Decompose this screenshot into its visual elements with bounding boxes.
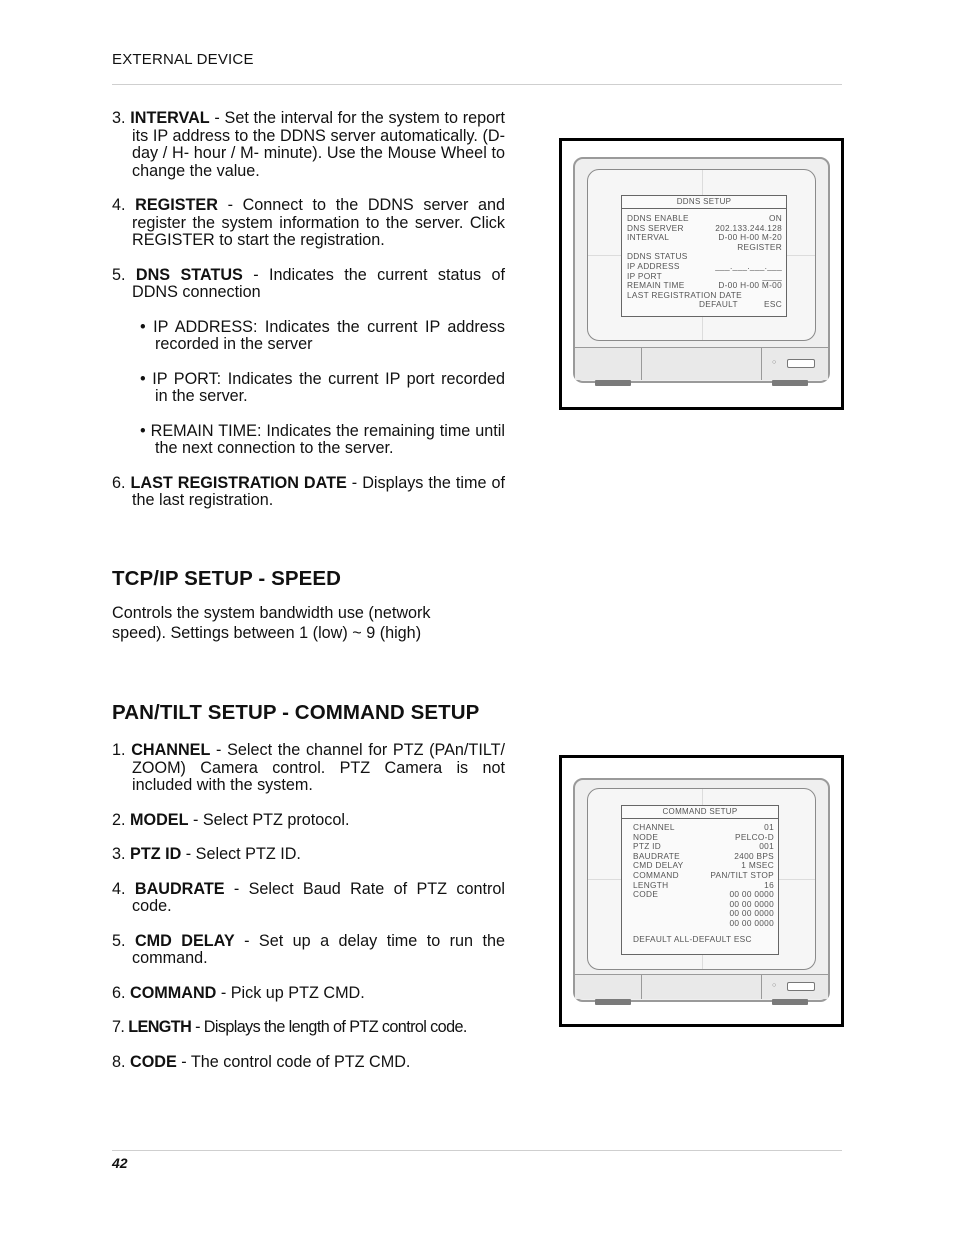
status-bullet-ip-port: • IP PORT: Indicates the current IP port recorded in the server. xyxy=(140,369,505,405)
monitor-foot-right xyxy=(772,999,808,1005)
monitor-frame xyxy=(573,157,830,383)
monitor-frame xyxy=(573,778,830,1002)
ddns-list xyxy=(112,110,505,510)
footer-rule xyxy=(112,1150,842,1151)
osd-row: 00 00 0000 xyxy=(729,908,774,919)
monitor-base xyxy=(575,347,828,380)
list-item: 6. LAST REGISTRATION DATE - Displays the time of the last registration. xyxy=(112,473,505,509)
osd-row: DDNS STATUS xyxy=(627,251,688,262)
osd-footer: DEFAULT ALL-DEFAULT ESC xyxy=(633,933,752,944)
osd-row: INTERVAL D-00 H-00 M-20 xyxy=(627,232,782,243)
power-led-icon: ○ xyxy=(772,982,777,989)
osd-row: DDNS ENABLE ON xyxy=(627,213,782,223)
power-button-icon xyxy=(787,982,815,991)
list-item: 4. BAUDRATE - Select Baud Rate of PTZ control code. xyxy=(112,879,505,915)
monitor-base xyxy=(575,974,828,999)
osd-title: DDNS SETUP xyxy=(622,196,786,209)
list-item: 8. CODE - The control code of PTZ CMD. xyxy=(112,1052,411,1071)
osd-row: BAUDRATE 2400 BPS xyxy=(633,850,774,861)
status-bullet-remain-time: • REMAIN TIME: Indicates the remaining time until the next connection to the server. xyxy=(140,421,505,457)
page-number: 42 xyxy=(112,1155,128,1171)
osd-row: NODE PELCO-D xyxy=(633,831,774,842)
list-item: 3. INTERVAL - Set the interval for the system to report its IP address to the DDNS server automatically. (D- day / H- hour / M- minute). Use the Mouse Wheel to change the value. xyxy=(112,109,506,180)
list-item: 7. LENGTH - Displays the length of PTZ control code. xyxy=(112,1018,467,1036)
running-header: EXTERNAL DEVICE xyxy=(112,51,254,68)
monitor-foot-left xyxy=(595,380,631,386)
monitor-screen xyxy=(587,169,816,341)
power-led-icon: ○ xyxy=(772,359,777,366)
osd-row: COMMAND PAN/TILT STOP xyxy=(633,869,774,880)
osd-row: 00 00 0000 xyxy=(729,898,774,909)
osd-row: 00 00 0000 xyxy=(729,917,774,928)
speed-description: Controls the system bandwidth use (network speed). Settings between 1 (low) ~ 9 (high) xyxy=(112,604,431,642)
list-item: 1. CHANNEL - Select the channel for PTZ (PAn/TILT/ ZOOM) Camera control. PTZ Camera is not included with the system. xyxy=(112,741,506,794)
osd-row: IP PORT ____ xyxy=(627,270,782,281)
osd-title: COMMAND SETUP xyxy=(622,806,778,819)
list-item: 5. CMD DELAY - Set up a delay time to run the command. xyxy=(112,931,505,967)
osd-row: CODE 00 00 0000 xyxy=(633,889,774,900)
osd-row: LENGTH 16 xyxy=(633,879,774,890)
ddns-setup-figure xyxy=(559,138,844,410)
command-list xyxy=(112,742,505,1071)
list-item: 4. REGISTER - Connect to the DDNS server and register the system information to the server. Click REGISTER to start the registration. xyxy=(112,196,505,249)
osd-row: REGISTER xyxy=(737,241,782,252)
list-item: 5. DNS STATUS - Indicates the current status of DDNS connection xyxy=(112,265,505,301)
osd-row: PTZ ID 001 xyxy=(633,841,774,852)
osd-row: CMD DELAY 1 MSEC xyxy=(633,860,774,871)
osd-row: DEFAULT ESC xyxy=(699,299,782,310)
command-setup-figure xyxy=(559,755,844,1027)
monitor-screen xyxy=(587,788,816,970)
list-item: 3. PTZ ID - Select PTZ ID. xyxy=(112,845,301,863)
status-bullet-ip-address: • IP ADDRESS: Indicates the current IP address recorded in the server xyxy=(140,317,505,353)
osd-row: DNS SERVER 202.133.244.128 xyxy=(627,222,782,233)
osd-row: REMAIN TIME D-00 H-00 M-00 xyxy=(627,280,782,291)
list-item: 2. MODEL - Select PTZ protocol. xyxy=(112,810,350,829)
power-button-icon xyxy=(787,359,815,368)
section-title-command-setup: PAN/TILT SETUP - COMMAND SETUP xyxy=(112,701,480,724)
monitor-foot-right xyxy=(772,380,808,386)
osd-row: LAST REGISTRATION DATE xyxy=(627,289,742,300)
monitor-foot-left xyxy=(595,999,631,1005)
osd-row: CHANNEL 01 xyxy=(633,822,774,832)
list-item: 6. COMMAND - Pick up PTZ CMD. xyxy=(112,983,365,1002)
section-title-speed: TCP/IP SETUP - SPEED xyxy=(112,567,342,590)
osd-row: IP ADDRESS ___.___.___.___ xyxy=(627,260,782,271)
command-osd-menu xyxy=(621,805,779,955)
header-rule xyxy=(112,84,842,85)
ddns-osd-menu xyxy=(621,195,787,317)
